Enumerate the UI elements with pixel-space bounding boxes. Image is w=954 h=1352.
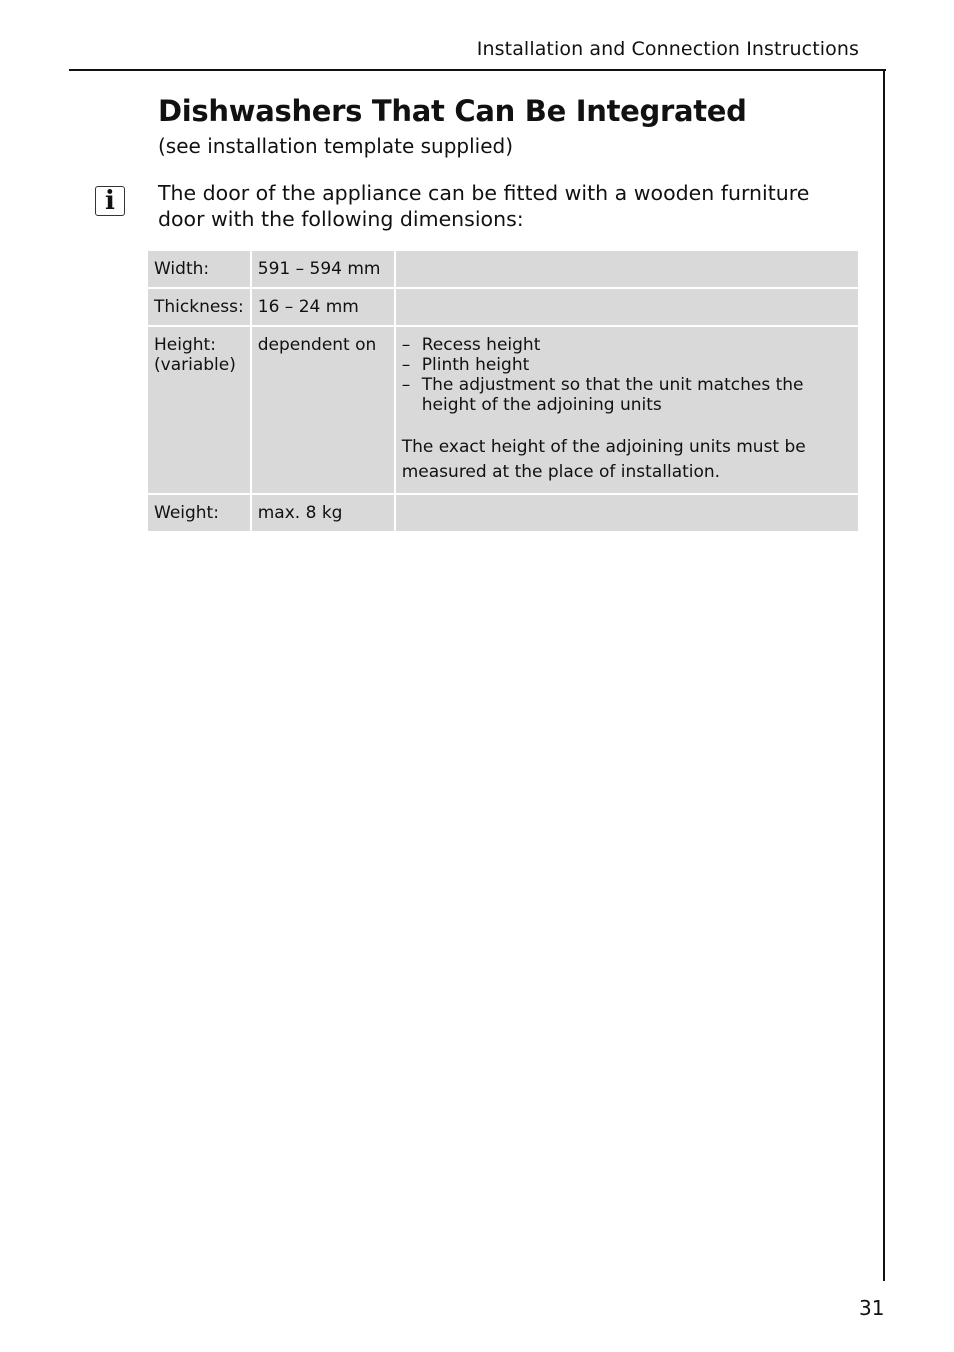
height-note: The exact height of the adjoining units must be measured at the place of installation. [401,437,806,482]
page-subtitle: (see installation template supplied) [158,134,514,158]
row-value: 16 – 24 mm [252,289,394,325]
table-row [148,327,858,493]
page-number: 31 [859,1296,885,1320]
height-factors-list [402,335,852,415]
row-label: Thickness: [148,289,250,325]
table-row [148,289,858,325]
page-title: Dishwashers That Can Be Integrated [158,94,747,128]
height-label: Height: [154,335,216,355]
row-details [396,327,858,493]
row-details [396,251,858,287]
row-value: dependent on [252,327,394,493]
row-label: Width: [148,251,250,287]
row-value: max. 8 kg [252,495,394,531]
table-row [148,495,858,531]
row-label: Weight: [148,495,250,531]
row-label [148,327,250,493]
row-details [396,495,858,531]
table-row [148,251,858,287]
row-value: 591 – 594 mm [252,251,394,287]
margin-rule [883,69,885,1281]
dimensions-table [146,249,860,533]
list-item: – Recess height [402,335,852,355]
intro-paragraph: The door of the appliance can be fitted with a wooden furniture door with the following dimensions: [158,181,810,231]
running-header: Installation and Connection Instructions [476,38,859,60]
list-item: – The adjustment so that the unit matches the height of the adjoining units [402,375,852,415]
row-details [396,289,858,325]
info-icon: i [95,186,125,216]
header-rule [69,69,886,71]
list-item: – Plinth height [402,355,852,375]
height-label-sub: (variable) [154,355,236,375]
